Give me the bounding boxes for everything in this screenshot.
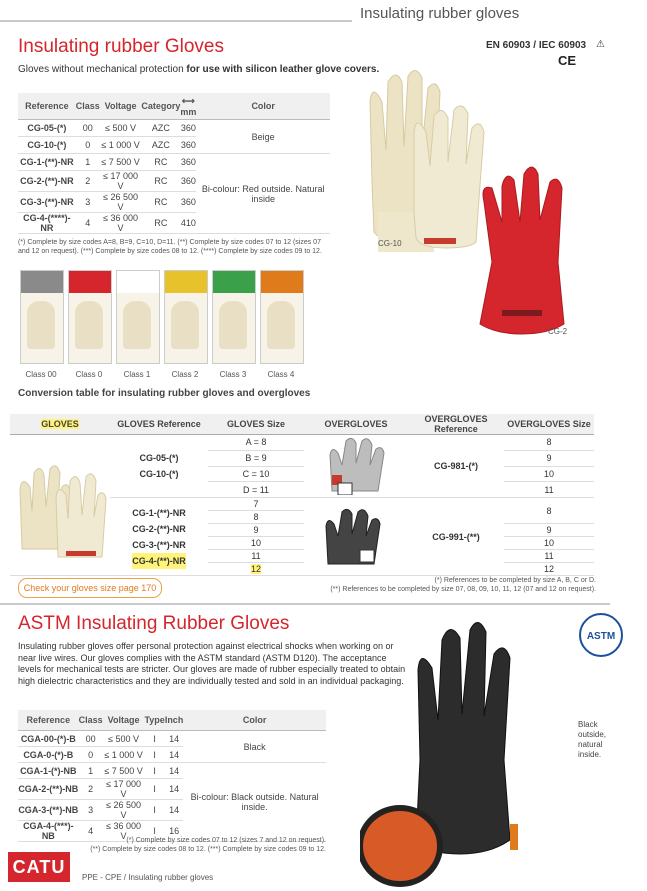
cell-ref: CGA-3-(**)-NB bbox=[18, 800, 79, 821]
cell-inch: 14 bbox=[165, 800, 184, 821]
pack-glove-icon bbox=[267, 301, 295, 349]
conversion-title: Conversion table for insulating rubber gloves and overgloves bbox=[18, 388, 311, 399]
cell-size: D = 11 bbox=[208, 482, 304, 498]
cell-ref: CGA-0-(*)-B bbox=[18, 747, 79, 763]
pack-glove-icon bbox=[75, 301, 103, 349]
cell-class: 0 bbox=[76, 137, 100, 154]
cell-type: I bbox=[144, 747, 164, 763]
cell-type: I bbox=[144, 779, 164, 800]
cell-mm: 410 bbox=[180, 213, 196, 234]
catu-logo: CATU bbox=[8, 852, 70, 882]
cell-class: 00 bbox=[76, 120, 100, 137]
cell-type: I bbox=[144, 731, 164, 747]
glove-pack-image bbox=[116, 270, 160, 364]
overglove2-image-cell bbox=[304, 498, 408, 576]
section-header-title: Insulating rubber gloves bbox=[360, 5, 520, 22]
pack-label: Class 3 bbox=[219, 370, 247, 379]
pack-glove-icon bbox=[123, 301, 151, 349]
cell-size: 10 bbox=[208, 537, 304, 550]
cell-over-size: 11 bbox=[504, 550, 594, 563]
astm-logo-icon bbox=[578, 612, 624, 658]
cell-over-size: 10 bbox=[504, 537, 594, 550]
group1-over-ref: CG-981-(*) bbox=[408, 435, 504, 498]
cell-ref: CGA-4-(***)-NB bbox=[18, 821, 79, 842]
cell-class: 4 bbox=[79, 821, 103, 842]
th-class: Class bbox=[76, 93, 100, 120]
cell-over-size: 9 bbox=[504, 524, 594, 537]
check-size-link[interactable]: Check your gloves size page 170 bbox=[18, 578, 162, 598]
glove-annotation: Black outside, natural inside. bbox=[578, 720, 607, 759]
pack-color-band bbox=[261, 271, 303, 293]
subtitle-part1: Gloves without mechanical protection bbox=[18, 64, 187, 75]
cell-ref: CGA-00-(*)-B bbox=[18, 731, 79, 747]
th-voltage: Voltage bbox=[103, 710, 145, 731]
cell-over-size: 8 bbox=[504, 435, 594, 451]
th-overgloves-ref: OVERGLOVES Reference bbox=[408, 414, 504, 435]
cell-class: 2 bbox=[76, 171, 100, 192]
cell-class: 3 bbox=[76, 192, 100, 213]
th-overgloves: OVERGLOVES bbox=[304, 414, 408, 435]
cell-ref: CG-10-(*) bbox=[18, 137, 76, 154]
cell-category: RC bbox=[141, 213, 180, 234]
glove-pack-image bbox=[20, 270, 64, 364]
image-label-cg2: CG-2 bbox=[548, 327, 568, 336]
cell-inch: 16 bbox=[165, 821, 184, 842]
cell-over-size: 11 bbox=[504, 482, 594, 498]
th-gloves-size: GLOVES Size bbox=[208, 414, 304, 435]
ce-mark: CE bbox=[558, 53, 577, 68]
cell-type: I bbox=[144, 763, 164, 779]
subtitle-part2: for use with silicon leather glove covers. bbox=[186, 64, 380, 75]
th-gloves-label: GLOVES bbox=[41, 419, 79, 429]
cell-ref: CG-1-(**)-NR bbox=[132, 507, 186, 518]
th-gloves bbox=[10, 414, 110, 435]
th-type: Type bbox=[144, 710, 164, 731]
pack-glove-icon bbox=[171, 301, 199, 349]
group2-refs bbox=[110, 498, 208, 576]
conversion-note-1: (*) References to be completed by size A, B, C or D. bbox=[434, 577, 596, 584]
cell-class: 4 bbox=[76, 213, 100, 234]
pack-label: Class 00 bbox=[25, 370, 57, 379]
cell-color-bicolour: Bi-colour: Red outside. Natural inside bbox=[196, 154, 330, 234]
cell-color-black: Black bbox=[183, 731, 326, 763]
table-row bbox=[18, 154, 330, 171]
cell-class: 0 bbox=[79, 747, 103, 763]
cell-color-beige: Beige bbox=[196, 120, 330, 154]
table-notes: (*) Complete by size codes A=8, B=9, C=10, D=11. (**) Complete by size codes 07 to 12 (sizes 07 and 12 on request). (***) Complete by size codes 08 to 12. (****) Complete by size codes 09 to 12. bbox=[18, 239, 322, 255]
pack-color-band bbox=[165, 271, 207, 293]
section1-subtitle bbox=[18, 64, 379, 75]
double-arrow-icon: ⟷ bbox=[181, 95, 195, 106]
footer-text: PPE - CPE / Insulating rubber gloves bbox=[82, 873, 214, 882]
cell-mm: 360 bbox=[180, 120, 196, 137]
cell-ref: CG-2-(**)-NR bbox=[18, 171, 76, 192]
cell-type: I bbox=[144, 821, 164, 842]
pack-label: Class 0 bbox=[75, 370, 103, 379]
cell-ref: CG-05-(*) bbox=[18, 120, 76, 137]
th-category: Category bbox=[141, 93, 180, 120]
cell-mm: 360 bbox=[180, 137, 196, 154]
pack-color-band bbox=[21, 271, 63, 293]
table-row bbox=[18, 763, 326, 779]
warning-triangle-icon: ⚠ bbox=[596, 39, 605, 50]
th-inch: Inch bbox=[165, 710, 184, 731]
cell-size: 9 bbox=[208, 524, 304, 537]
cell-category: AZC bbox=[141, 137, 180, 154]
red-glove-icon bbox=[480, 167, 564, 334]
cell-ref: CG-2-(**)-NR bbox=[132, 523, 186, 534]
pack-glove-icon bbox=[219, 301, 247, 349]
image-label-cg10: CG-10 bbox=[378, 239, 402, 248]
th-voltage: Voltage bbox=[100, 93, 142, 120]
cell-voltage: ≤ 17 000 V bbox=[100, 171, 142, 192]
cell-ref: CG-4-(****)-NR bbox=[18, 213, 76, 234]
grey-overglove-icon bbox=[312, 435, 400, 495]
pack-color-band bbox=[213, 271, 255, 293]
cell-size: A = 8 bbox=[208, 435, 304, 451]
cell-ref: CGA-2-(**)-NB bbox=[18, 779, 79, 800]
th-gloves-ref: GLOVES Reference bbox=[110, 414, 208, 435]
cell-inch: 14 bbox=[165, 731, 184, 747]
cell-over-size: 8 bbox=[504, 498, 594, 524]
cell-voltage: ≤ 36 000 V bbox=[100, 213, 142, 234]
pack-label: Class 4 bbox=[267, 370, 295, 379]
gloves-image-cell bbox=[10, 435, 110, 576]
cell-voltage: ≤ 7 500 V bbox=[100, 154, 142, 171]
cell-type: I bbox=[144, 800, 164, 821]
cell-color-bicolour: Bi-colour: Black outside. Natural inside. bbox=[183, 763, 326, 842]
cell-size-highlight: 12 bbox=[250, 564, 261, 574]
cell-voltage: ≤ 1 000 V bbox=[100, 137, 142, 154]
glove-pack-image bbox=[164, 270, 208, 364]
cell-mm: 360 bbox=[180, 192, 196, 213]
cell-class: 3 bbox=[79, 800, 103, 821]
astm-note-2: (**) Complete by size codes 08 to 12. (***) Complete by size codes 09 to 12. bbox=[90, 846, 326, 853]
th-length-unit: mm bbox=[180, 106, 197, 117]
header-bar bbox=[0, 0, 352, 22]
cell-ref: CGA-1-(*)-NB bbox=[18, 763, 79, 779]
th-reference: Reference bbox=[18, 710, 79, 731]
pack-label: Class 2 bbox=[171, 370, 199, 379]
pack-label: Class 1 bbox=[123, 370, 151, 379]
cell-size bbox=[208, 563, 304, 576]
glove-product-image bbox=[352, 62, 614, 350]
cell-inch: 14 bbox=[165, 779, 184, 800]
cell-inch: 14 bbox=[165, 747, 184, 763]
cell-voltage: ≤ 26 500 V bbox=[100, 192, 142, 213]
table-row bbox=[18, 731, 326, 747]
cell-ref-highlight: CG-4-(**)-NR bbox=[132, 553, 186, 569]
section2-paragraph: Insulating rubber gloves offer personal protection against electrical shocks when working on or near live wires. Our gloves complies with the ASTM standard (ASTM D120). The acceptance levels for mechanical tests are stricter. Our gloves are made of rubber especially treated to obtain high dielectric characteristics and they are individually tested and sold in an individual packaging. bbox=[18, 641, 406, 686]
cell-class: 00 bbox=[79, 731, 103, 747]
astm-table bbox=[18, 710, 326, 842]
gloves-table bbox=[18, 93, 330, 234]
table-row bbox=[18, 120, 330, 137]
cell-inch: 14 bbox=[165, 763, 184, 779]
cell-voltage: ≤ 500 V bbox=[103, 731, 145, 747]
glove-pack-image bbox=[260, 270, 304, 364]
standard-label: EN 60903 / IEC 60903 bbox=[486, 40, 587, 51]
cell-voltage: ≤ 36 000 V bbox=[103, 821, 145, 842]
cell-ref: CG-05-(*) bbox=[139, 453, 179, 463]
cell-category: AZC bbox=[141, 120, 180, 137]
conversion-table bbox=[10, 414, 594, 576]
th-reference: Reference bbox=[18, 93, 76, 120]
cell-voltage: ≤ 1 000 V bbox=[103, 747, 145, 763]
section2-title: ASTM Insulating Rubber Gloves bbox=[18, 613, 290, 634]
glove-pack-image bbox=[212, 270, 256, 364]
overglove-image-cell bbox=[304, 435, 408, 498]
cell-class: 2 bbox=[79, 779, 103, 800]
astm-note-1: (*) Complete by size codes 07 to 12 (sizes 7 and 12 on request). bbox=[126, 837, 326, 844]
cell-ref: CG-3-(**)-NR bbox=[18, 192, 76, 213]
cell-size: C = 10 bbox=[208, 466, 304, 482]
cell-over-size: 12 bbox=[504, 563, 594, 576]
cell-ref: CG-3-(**)-NR bbox=[132, 539, 186, 550]
th-color: Color bbox=[183, 710, 326, 731]
cell-size: 7 bbox=[208, 498, 304, 511]
black-overglove-icon bbox=[312, 504, 400, 568]
conversion-note-2: (**) References to be completed by size 07, 08, 09, 10, 11, 12 (07 and 12 on request). bbox=[330, 586, 596, 593]
th-overgloves-size: OVERGLOVES Size bbox=[504, 414, 594, 435]
pack-color-band bbox=[69, 271, 111, 293]
cell-size: 8 bbox=[208, 511, 304, 524]
th-class: Class bbox=[79, 710, 103, 731]
group2-over-ref: CG-991-(**) bbox=[408, 498, 504, 576]
section1-title: Insulating rubber Gloves bbox=[18, 36, 224, 57]
group1-refs bbox=[110, 435, 208, 498]
th-color: Color bbox=[196, 93, 330, 120]
cell-size: 11 bbox=[208, 550, 304, 563]
pack-color-band bbox=[117, 271, 159, 293]
cell-ref: CG-10-(*) bbox=[139, 469, 179, 479]
pack-glove-icon bbox=[27, 301, 55, 349]
th-length bbox=[180, 93, 196, 120]
cell-voltage: ≤ 26 500 V bbox=[103, 800, 145, 821]
astm-logo-text: ASTM bbox=[586, 631, 616, 642]
cell-category: RC bbox=[141, 154, 180, 171]
cell-class: 1 bbox=[76, 154, 100, 171]
cell-size: B = 9 bbox=[208, 450, 304, 466]
cell-ref: CG-1-(**)-NR bbox=[18, 154, 76, 171]
cell-mm: 360 bbox=[180, 171, 196, 192]
cell-category: RC bbox=[141, 192, 180, 213]
conversion-notes bbox=[330, 576, 596, 594]
glove-pack-image bbox=[68, 270, 112, 364]
cell-class: 1 bbox=[79, 763, 103, 779]
cell-over-size: 9 bbox=[504, 450, 594, 466]
cell-mm: 360 bbox=[180, 154, 196, 171]
cell-voltage: ≤ 500 V bbox=[100, 120, 142, 137]
cell-over-size: 10 bbox=[504, 466, 594, 482]
cell-voltage: ≤ 17 000 V bbox=[103, 779, 145, 800]
cell-voltage: ≤ 7 500 V bbox=[103, 763, 145, 779]
cell-category: RC bbox=[141, 171, 180, 192]
gloves-pair-icon bbox=[12, 439, 108, 569]
black-glove-image bbox=[360, 610, 580, 890]
section-divider bbox=[0, 603, 610, 605]
